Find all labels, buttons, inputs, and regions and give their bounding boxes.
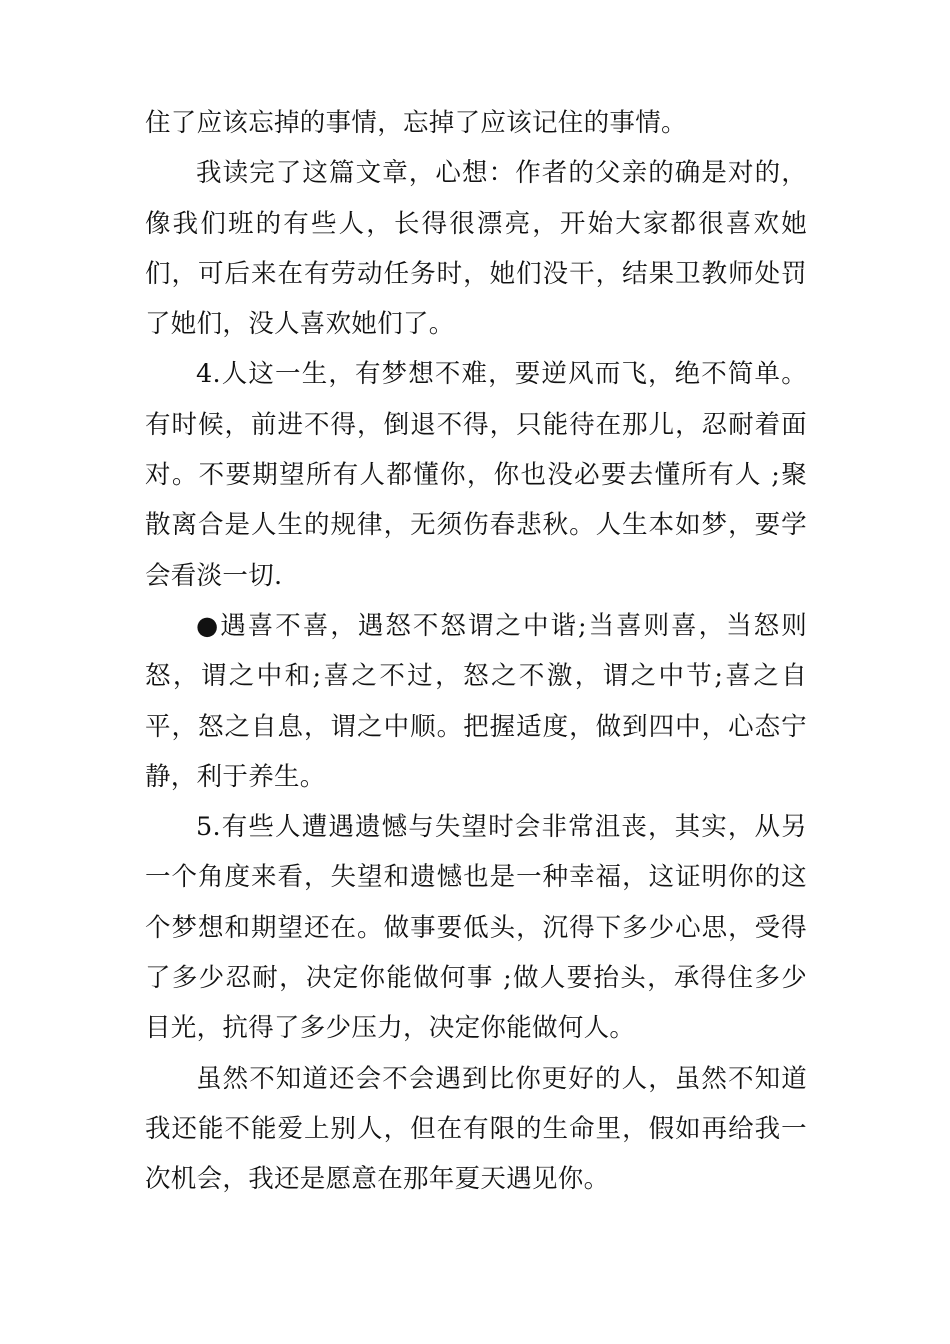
paragraph-item-4: 4.人这一生，有梦想不难，要逆风而飞，绝不简单。有时候，前进不得，倒退不得，只能待在那儿，忍耐着面对。不要期望所有人都懂你，你也没必要去懂所有人 ;聚散离合是人生的规律，无须伤春悲秋。人生本如梦，要学会看淡一切. xyxy=(145,359,807,591)
paragraph-continuation: 住了应该忘掉的事情，忘掉了应该记住的事情。 xyxy=(145,108,687,138)
paragraph-bullet: ●遇喜不喜，遇怒不怒谓之中谐;当喜则喜，当怒则怒，谓之中和;喜之不过，怒之不激，谓之中节;喜之自平，怒之自息，谓之中顺。把握适度，做到四中，心态宁静，利于养生。 xyxy=(145,610,807,792)
paragraph-item-5: 5.有些人遭遇遗憾与失望时会非常沮丧，其实，从另一个角度来看，失望和遗憾也是一种幸福，这证明你的这个梦想和期望还在。做事要低头，沉得下多少心思，受得了多少忍耐，决定你能做何事 ;做人要抬头，承得住多少目光，抗得了多少压力，决定你能做何人。 xyxy=(145,812,807,1044)
document-body xyxy=(145,98,807,1205)
paragraph-closing: 虽然不知道还会不会遇到比你更好的人，虽然不知道我还能不能爱上别人，但在有限的生命里，假如再给我一次机会，我还是愿意在那年夏天遇见你。 xyxy=(145,1063,807,1195)
paragraph-reflection: 我读完了这篇文章，心想：作者的父亲的确是对的，像我们班的有些人，长得很漂亮，开始大家都很喜欢她们，可后来在有劳动任务时，她们没干，结果卫教师处罚了她们，没人喜欢她们了。 xyxy=(145,158,807,340)
